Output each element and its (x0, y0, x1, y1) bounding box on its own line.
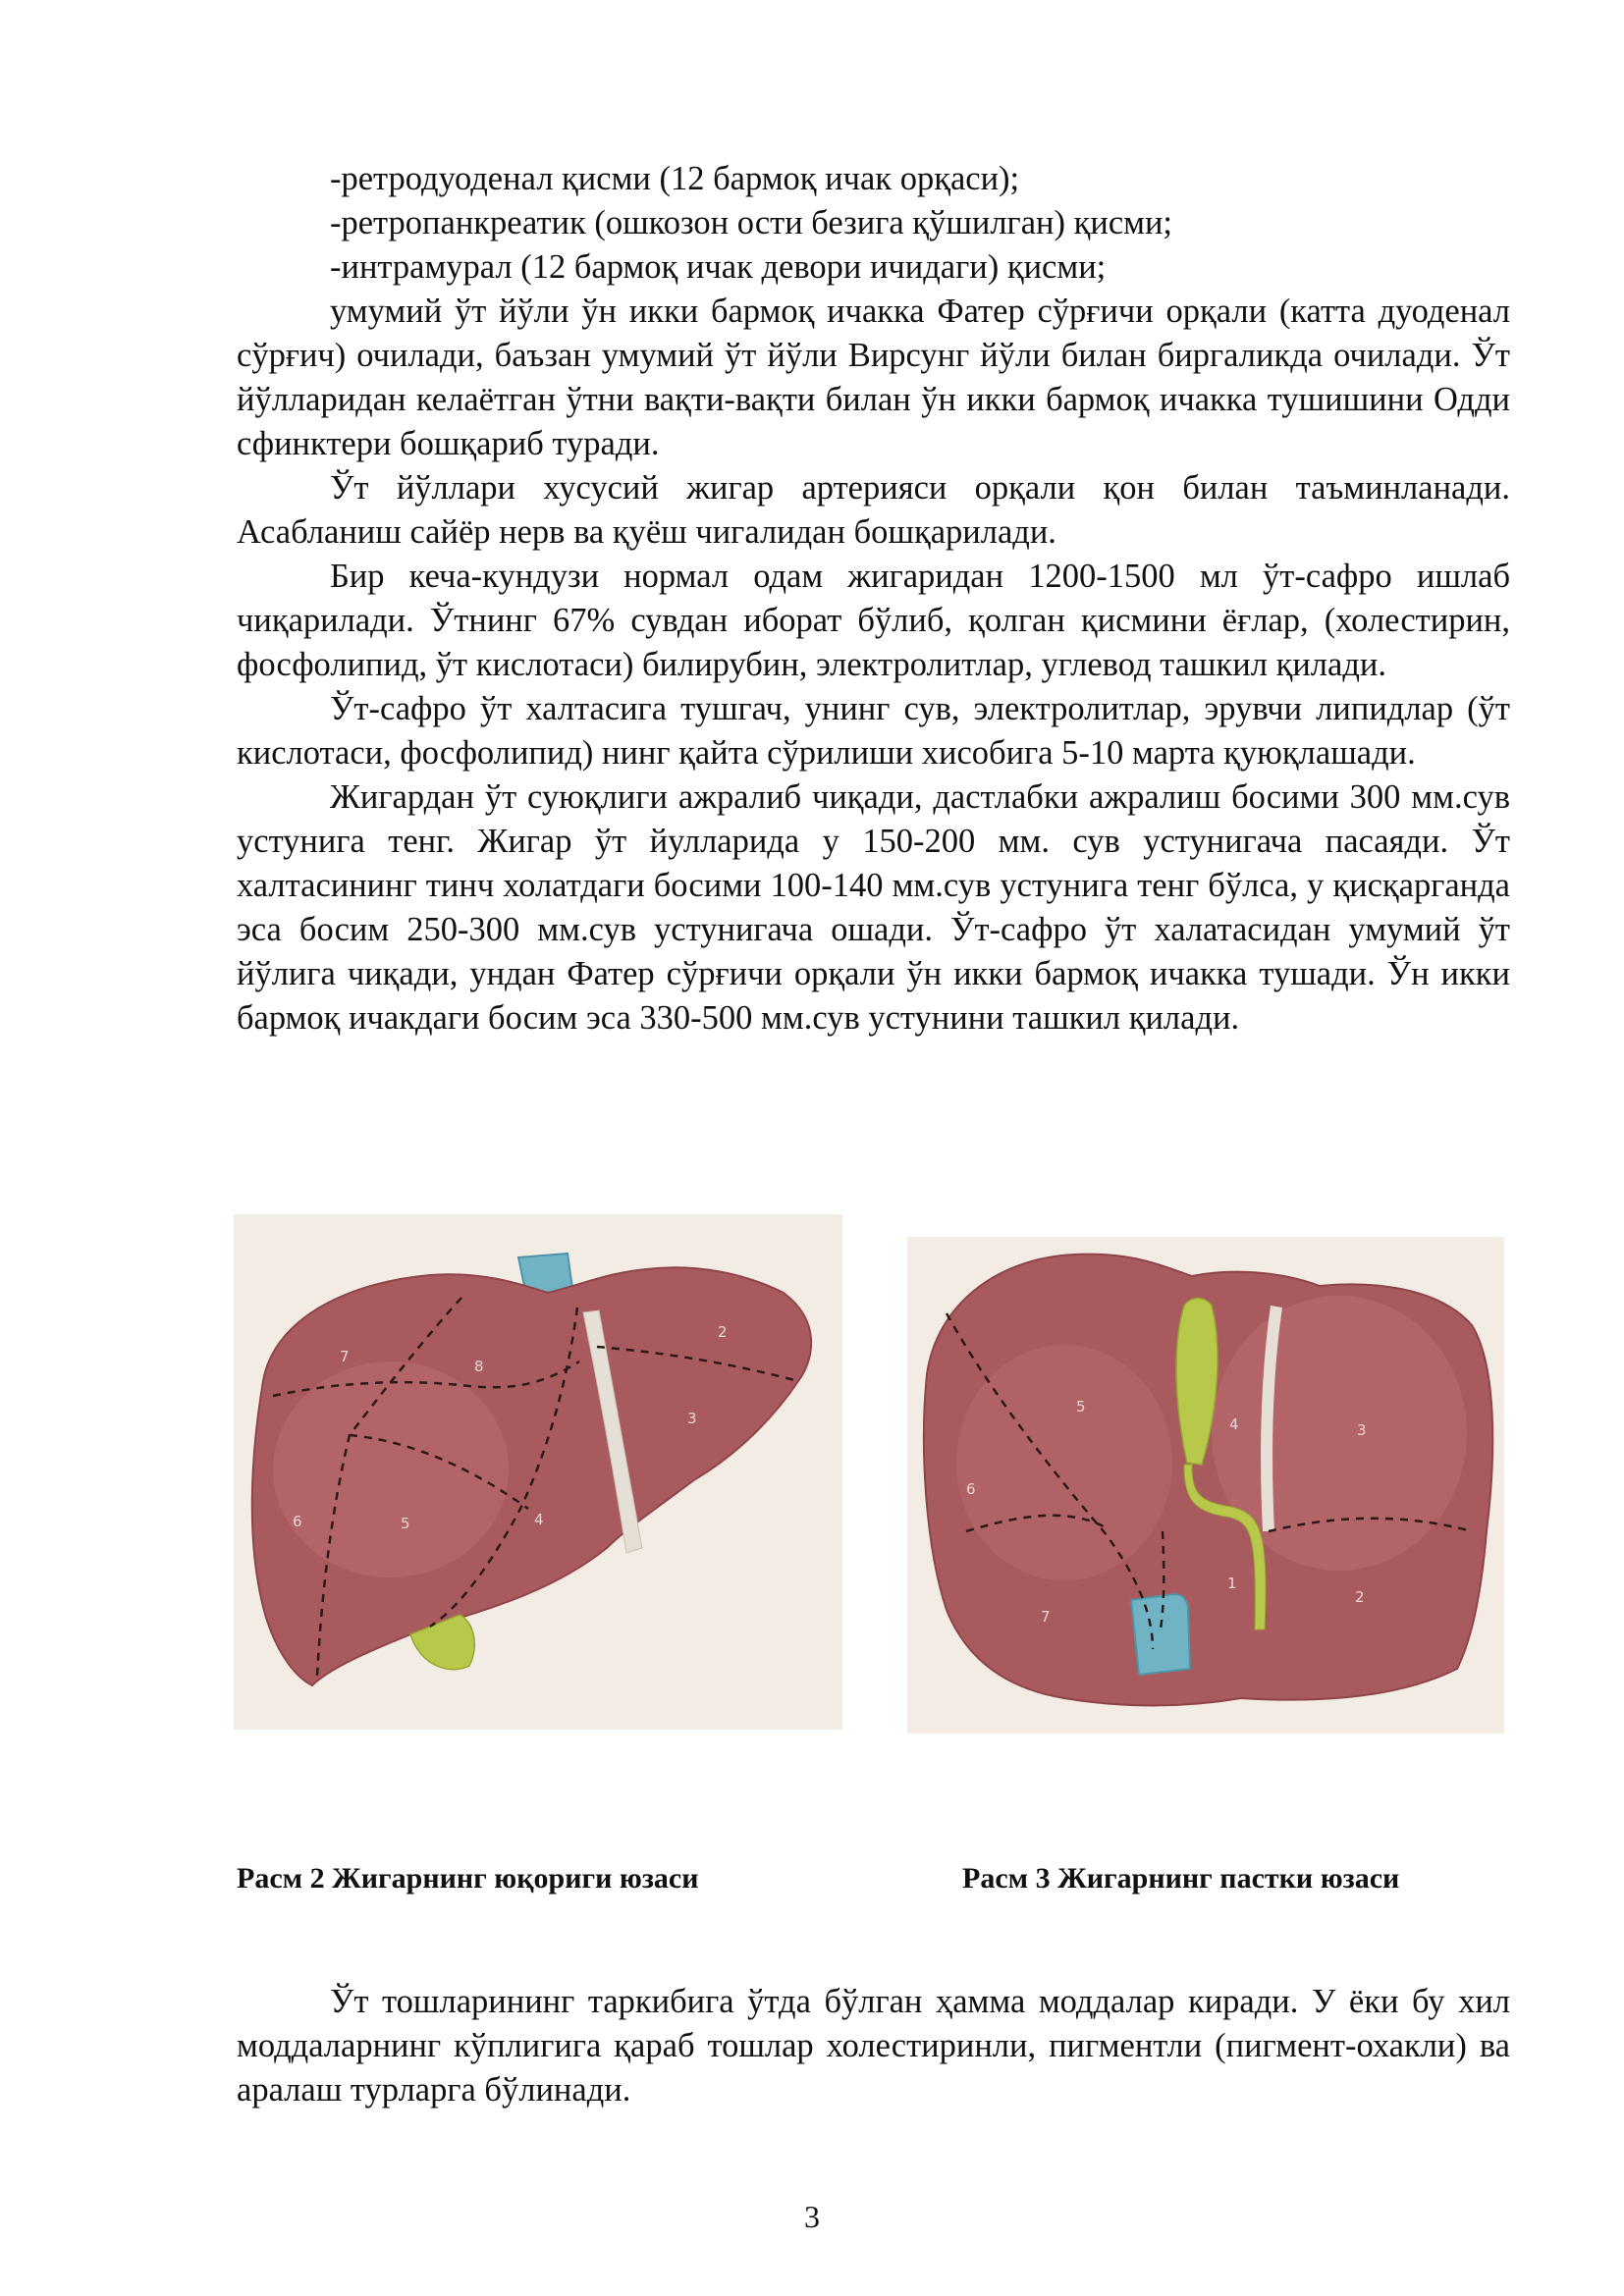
liver-highlight (273, 1362, 509, 1577)
figure-liver-lower-surface (907, 1237, 1504, 1734)
segment-label: 7 (1041, 1608, 1051, 1626)
segment-label: 4 (534, 1511, 544, 1528)
page-number: 3 (804, 2199, 820, 2234)
segment-label: 7 (340, 1348, 350, 1365)
liver-upper-illustration (234, 1214, 842, 1730)
vena-cava-shape (1131, 1594, 1190, 1675)
segment-label: 5 (1076, 1398, 1086, 1415)
segment-label: 1 (1227, 1575, 1237, 1592)
segment-label: 3 (687, 1410, 697, 1427)
paragraph: -ретропанкреатик (ошкозон ости безига қўшилган) қисми; (330, 204, 1173, 241)
figure-3-caption: Расм 3 Жигарнинг пастки юзаси (962, 1862, 1400, 1895)
segment-label: 2 (718, 1323, 728, 1341)
paragraph: Ўт йўллари хусусий жигар артерияси орқали қон билан таъминланади. Асабланиш сайёр нерв ва қуёш чигалидан бошқарилади. (237, 469, 1510, 551)
segment-label: 6 (293, 1513, 302, 1530)
segment-label: 2 (1355, 1588, 1365, 1606)
figure-liver-upper-surface (234, 1214, 842, 1730)
liver-lower-illustration (907, 1237, 1504, 1734)
segment-label: 3 (1357, 1421, 1367, 1439)
segment-label: 5 (401, 1515, 410, 1532)
paragraph: Жигардан ўт суюқлиги ажралиб чиқади, дастлабки ажралиш босими 300 мм.сув устунига тенг. Жигар ўт йулларида у 150-200 мм. сув устунигача пасаяди. Ўт халтасининг тинч холатдаги босими 100-140 мм.сув устунига тенг бўлса, у қисқарганда эса босим 250-300 мм.сув устунигача ошади. Ўт-сафро ўт халатасидан умумий ўт йўлига чиқади, ундан Фатер сўрғичи орқали ўн икки бармоқ ичакка тушади. Ўн икки бармоқ ичакдаги босим эса 330-500 мм.сув устунини ташкил қилади. (237, 778, 1510, 1037)
segment-label: 4 (1229, 1415, 1239, 1433)
paragraph: Ўт-сафро ўт халтасига тушгач, унинг сув, электролитлар, эрувчи липидлар (ўт кислотаси, фосфолипид) нинг қайта сўрилиши хисобига 5-10 марта қуюқлашади. (237, 690, 1510, 772)
body-text (237, 157, 1510, 1041)
figure-2-caption: Расм 2 Жигарнинг юқориги юзаси (237, 1862, 699, 1895)
paragraph: умумий ўт йўли ўн икки бармоқ ичакка Фатер сўрғичи орқали (катта дуоденал сўрғич) очилади, баъзан умумий ўт йўли Вирсунг йўли билан биргаликда очилади. Ўт йўлларидан келаётган ўтни вақти-вақти билан ўн икки бармоқ ичакка тушишини Одди сфинктери бошқариб туради. (237, 293, 1510, 462)
bottom-text (237, 1980, 1510, 2112)
paragraph: -интрамурал (12 бармоқ ичак девори ичидаги) қисми; (330, 248, 1107, 286)
segment-label: 6 (966, 1480, 976, 1498)
paragraph: Ўт тошларининг таркибига ўтда бўлган ҳамма моддалар киради. У ёки бу хил моддаларнинг кўплигига қараб тошлар холестиринли, пигментли (пигмент-охакли) ва аралаш турларга бўлинади. (237, 1983, 1510, 2109)
segment-label: 8 (474, 1358, 484, 1375)
paragraph: Бир кеча-кундузи нормал одам жигаридан 1200-1500 мл ўт-сафро ишлаб чиқарилади. Ўтнинг 67% сувдан иборат бўлиб, қолган қисмини ёғлар, (холестирин, фосфолипид, ўт кислотаси) билирубин, электролитлар, углевод ташкил қилади. (237, 558, 1510, 683)
paragraph: -ретродуоденал қисми (12 бармоқ ичак орқаси); (330, 160, 1020, 197)
